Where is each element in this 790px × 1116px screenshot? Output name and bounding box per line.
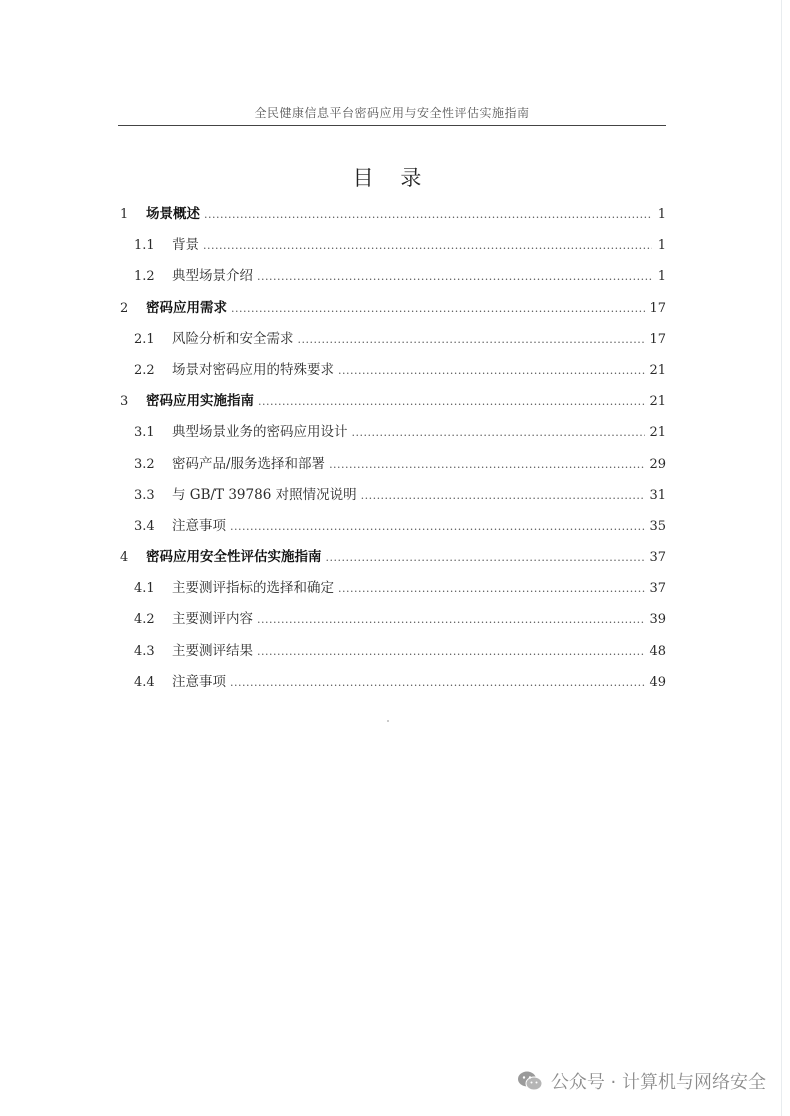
toc-entry-title: 典型场景业务的密码应用设计 xyxy=(172,424,348,441)
watermark xyxy=(517,1068,766,1094)
toc-entry-title: 场景对密码应用的特殊要求 xyxy=(172,361,334,378)
toc-entry-title: 场景概述 xyxy=(146,206,200,222)
toc-entry-page: 29 xyxy=(649,456,666,472)
toc-entry-title: 风险分析和安全需求 xyxy=(172,330,294,347)
toc-entry-page: 21 xyxy=(649,425,666,441)
toc-entry-title: 主要测评结果 xyxy=(172,642,253,659)
toc-entry-page: 37 xyxy=(649,581,666,597)
toc-entry[interactable] xyxy=(120,573,666,604)
toc-entry[interactable] xyxy=(120,293,666,324)
toc-entry-page: 37 xyxy=(649,550,666,566)
toc-leader-dots xyxy=(361,480,646,511)
toc-leader-dots xyxy=(257,261,652,292)
toc-title: 目 录 xyxy=(352,166,432,190)
toc-entry[interactable] xyxy=(120,604,666,635)
running-header: 全民健康信息平台密码应用与安全性评估实施指南 xyxy=(254,106,530,120)
toc-entry-number: 2 xyxy=(120,300,129,316)
toc-entry-page: 1 xyxy=(657,238,666,254)
toc-leader-dots xyxy=(338,355,645,386)
toc-entry-title: 主要测评内容 xyxy=(172,611,253,628)
toc-entry-title: 背景 xyxy=(172,237,199,254)
toc-entry-page: 48 xyxy=(649,643,666,659)
toc-leader-dots xyxy=(257,604,645,635)
toc-entry-number: 3.2 xyxy=(134,456,155,472)
toc-entry-page: 21 xyxy=(649,362,666,378)
toc-entry-number: 3.4 xyxy=(134,518,155,534)
toc-entry-title: 注意事项 xyxy=(172,517,226,534)
header-rule xyxy=(118,125,666,126)
toc-entry-page: 17 xyxy=(649,331,666,347)
toc-entry-page: 35 xyxy=(649,518,666,534)
toc-entry-title: 密码产品/服务选择和部署 xyxy=(172,455,326,472)
toc-entry-number: 4.1 xyxy=(134,581,155,597)
table-of-contents xyxy=(120,199,666,698)
toc-entry-number: 3 xyxy=(120,394,129,410)
toc-entry-number: 4.2 xyxy=(134,612,155,628)
toc-leader-dots xyxy=(326,542,646,573)
toc-entry-page: 31 xyxy=(649,487,666,503)
scan-speck xyxy=(387,720,389,722)
toc-entry[interactable] xyxy=(120,230,666,261)
toc-entry-number: 2.1 xyxy=(134,331,155,347)
toc-entry[interactable] xyxy=(120,449,666,480)
toc-entry-number: 1.2 xyxy=(134,269,155,285)
toc-entry-page: 39 xyxy=(649,612,666,628)
toc-entry-number: 1 xyxy=(120,207,129,222)
toc-entry-number: 3.3 xyxy=(134,487,155,503)
toc-entry[interactable] xyxy=(120,355,666,386)
toc-entry-title: 注意事项 xyxy=(172,673,226,690)
toc-entry-title: 密码应用需求 xyxy=(146,299,227,316)
scan-edge-line xyxy=(781,0,782,1116)
toc-entry[interactable] xyxy=(120,542,666,573)
toc-entry-number: 4.4 xyxy=(134,674,155,690)
toc-entry-page: 17 xyxy=(649,300,666,316)
toc-entry-number: 4.3 xyxy=(134,643,155,659)
toc-leader-dots xyxy=(352,417,646,448)
toc-entry[interactable] xyxy=(120,667,666,698)
toc-entry-title: 主要测评指标的选择和确定 xyxy=(172,580,334,597)
toc-leader-dots xyxy=(230,667,645,698)
toc-entry[interactable] xyxy=(120,386,666,417)
toc-leader-dots xyxy=(258,386,645,417)
toc-entry-number: 2.2 xyxy=(134,362,155,378)
toc-entry-page: 21 xyxy=(649,394,666,410)
toc-entry-page: 49 xyxy=(649,674,666,690)
toc-entry-number: 1.1 xyxy=(134,238,155,254)
toc-entry-page: 1 xyxy=(657,269,666,285)
wechat-icon xyxy=(517,1070,543,1092)
toc-leader-dots xyxy=(298,324,646,355)
toc-entry-number: 4 xyxy=(120,550,129,566)
toc-entry[interactable] xyxy=(120,480,666,511)
toc-entry[interactable] xyxy=(120,636,666,667)
toc-leader-dots xyxy=(329,449,645,480)
toc-leader-dots xyxy=(338,573,645,604)
toc-entry[interactable] xyxy=(120,417,666,448)
toc-leader-dots xyxy=(230,511,645,542)
watermark-text: 公众号 · 计算机与网络安全 xyxy=(550,1072,766,1093)
toc-entry[interactable] xyxy=(120,261,666,292)
toc-leader-dots xyxy=(203,230,652,261)
toc-entry[interactable] xyxy=(120,324,666,355)
toc-leader-dots xyxy=(257,636,645,667)
toc-leader-dots xyxy=(231,293,645,324)
toc-entry-title: 密码应用实施指南 xyxy=(146,393,254,410)
toc-entry-page: 1 xyxy=(657,207,666,222)
toc-entry-title: 与 GB/T 39786 对照情况说明 xyxy=(172,486,357,503)
toc-entry-title: 典型场景介绍 xyxy=(172,268,253,285)
toc-leader-dots xyxy=(204,199,652,230)
toc-entry-number: 3.1 xyxy=(134,425,155,441)
toc-entry[interactable] xyxy=(120,511,666,542)
toc-entry-title: 密码应用安全性评估实施指南 xyxy=(146,549,322,566)
toc-entry[interactable] xyxy=(120,199,666,230)
